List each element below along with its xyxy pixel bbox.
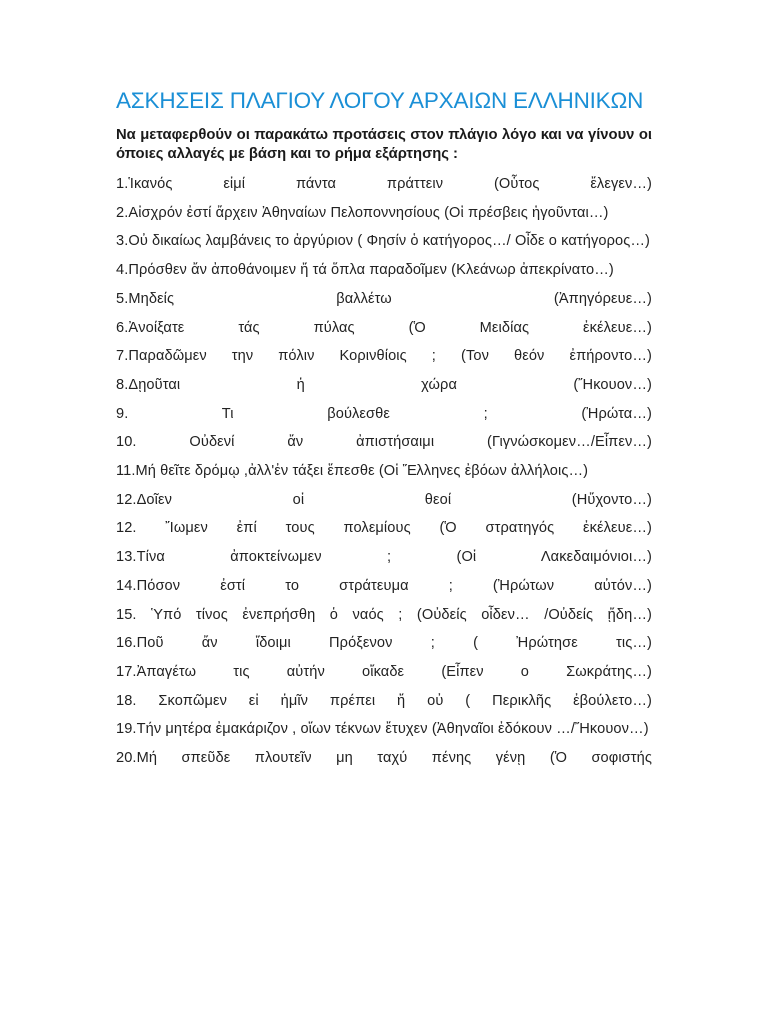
exercise-item: 10. Οὐδενί ἄν ἀπιστήσαιμι (Γιγνώσκομεν…/Εἶπεν…) (116, 434, 652, 451)
exercise-item: 3.Οὐ δικαίως λαμβάνεις το ἀργύριον ( Φησίν ὁ κατήγορος…/ Οἶδε ο κατήγορος…) (116, 233, 650, 250)
exercise-item: 1.Ἱκανός εἰμί πάντα πράττειν (Οὗτος ἔλεγεν…) (116, 176, 652, 192)
exercise-item: 11.Μή θεῖτε δρόμῳ ,ἀλλ'ἐν τάξει ἕπεσθε (Οἱ Ἕλληνες ἐβόων ἀλλήλοις…) (116, 463, 589, 480)
exercise-item: 12.Δοῖεν οἱ θεοί (Ηὔχοντο…) (116, 491, 652, 508)
exercise-item: 7.Παραδῶμεν την πόλιν Κορινθίοις ; (Τον θεόν ἐπήροντο…) (116, 348, 652, 365)
document-page (116, 88, 652, 773)
instruction-text: Να μεταφερθούν οι παρακάτω προτάσεις στον πλάγιο λόγο και να γίνουν οι όποιες αλλαγές με βάση και το ρήμα εξάρτησης : (116, 127, 652, 162)
exercise-list (116, 170, 652, 773)
exercise-item: 16.Ποῦ ἄν ἴδοιμι Πρόξενον ; ( Ἠρώτησε τις…) (116, 635, 652, 652)
exercise-item: 9. Τι βούλεσθε ; (Ἠρώτα…) (116, 405, 652, 422)
exercise-item: 14.Πόσον ἐστί το στράτευμα ; (Ἠρώτων αὐτόν…) (116, 577, 652, 594)
exercise-item: 6.Ἀνοίξατε τάς πύλας (Ὁ Μειδίας ἐκέλευε…) (116, 319, 652, 336)
exercise-item: 8.Δῃοῦται ἡ χώρα (Ἤκουον…) (116, 376, 652, 393)
exercise-item: 13.Τίνα ἀποκτείνωμεν ; (Οἱ Λακεδαιμόνιοι…) (116, 549, 652, 566)
exercise-item: 5.Μηδείς βαλλέτω (Ἀπηγόρευε…) (116, 290, 652, 307)
exercise-item: 17.Ἀπαγέτω τις αὐτήν οἴκαδε (Εἶπεν ο Σωκράτης…) (116, 663, 652, 680)
exercise-item: 15. Ὑπό τίνος ἐνεπρήσθη ὁ ναός ; (Οὐδείς οἶδεν… /Οὐδείς ᾔδη…) (116, 606, 652, 623)
exercise-item: 18. Σκοπῶμεν εἰ ἡμῖν πρέπει ἤ οὐ ( Περικλῆς ἐβούλετο…) (116, 692, 652, 709)
exercise-item: 2.Αἰσχρόν ἐστί ἄρχειν Ἀθηναίων Πελοποννησίους (Οἱ πρέσβεις ἡγοῦνται…) (116, 204, 609, 221)
exercise-item: 12. Ἴωμεν ἐπί τους πολεμίους (Ὁ στρατηγός ἐκέλευε…) (116, 520, 652, 537)
exercise-item: 4.Πρόσθεν ἄν ἀποθάνοιμεν ἤ τά ὅπλα παραδοῖμεν (Κλεάνωρ ἀπεκρίνατο…) (116, 262, 614, 279)
exercise-item: 20.Μή σπεῦδε πλουτεῖν μη ταχύ πένης γένῃ (Ὁ σοφιστής (116, 750, 652, 767)
page-title: ΑΣΚΗΣΕΙΣ ΠΛΑΓΙΟΥ ΛΟΓΟΥ ΑΡΧΑΙΩΝ ΕΛΛΗΝΙΚΩΝ (116, 88, 644, 113)
exercise-item: 19.Τήν μητέρα ἐμακάριζον , οἵων τέκνων ἔτυχεν (Ἀθηναῖοι ἐδόκουν …/Ἤκουον…) (116, 721, 649, 738)
